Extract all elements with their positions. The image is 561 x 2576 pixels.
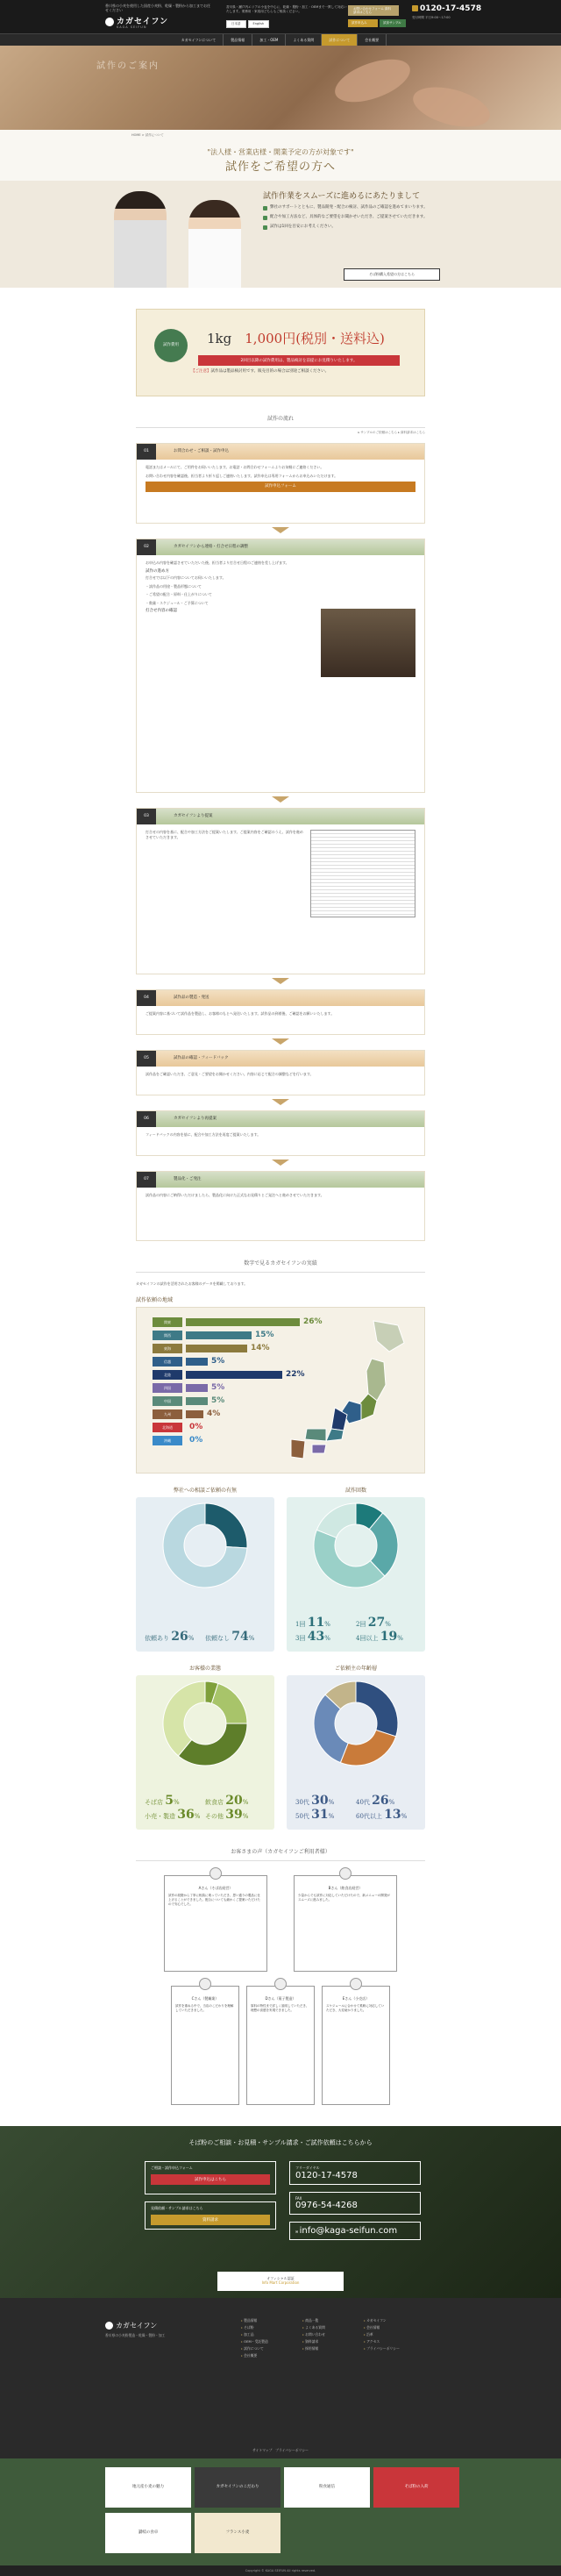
- legend-item: 依頼なし 74%: [205, 1629, 255, 1644]
- banner[interactable]: カガセイフンのこだわり: [195, 2467, 280, 2508]
- voice-row: [136, 1986, 425, 2105]
- flow-step: [136, 808, 425, 974]
- step-title: カガセイフンより提案: [174, 814, 213, 818]
- footer-col: [241, 2317, 268, 2359]
- voice-name: Cさん（製麺業）: [191, 1995, 219, 2001]
- region-label: 関西: [153, 1331, 182, 1340]
- region-value: 5%: [211, 1357, 225, 1366]
- region-value: 15%: [255, 1331, 274, 1339]
- banner[interactable]: 地元産小麦の魅力: [105, 2467, 191, 2508]
- footer-logo[interactable]: カガセイフン: [105, 2321, 157, 2330]
- chart-consult: [136, 1486, 274, 1652]
- legend-item: そば店 5%: [145, 1793, 180, 1808]
- footer-link[interactable]: ▸ そば粉: [241, 2324, 268, 2331]
- voice-text: 試作の段階から丁寧に相談に乗っていただき、思い通りの製品に仕上げることができました。配合についても細かくご提案いただけたので安心でした。: [168, 1894, 260, 1906]
- buckwheat-purchase-button[interactable]: そば粉購入希望の方はこちら: [344, 268, 440, 281]
- header-cart-button[interactable]: 試作申込み: [348, 19, 378, 27]
- header-tel[interactable]: 0120-17-4578: [412, 4, 481, 13]
- footer-col: [364, 2317, 400, 2352]
- region-bar: [186, 1331, 252, 1339]
- price-box: [136, 309, 425, 396]
- hero-hand-shape: [330, 51, 415, 111]
- voice-text: 試作を重ねる中で、当店のこだわりを理解していただきました。: [175, 2004, 234, 2013]
- footer-link[interactable]: ▸ プライバシーポリシー: [364, 2345, 400, 2352]
- step-header: [137, 444, 424, 460]
- step-body: [137, 460, 424, 523]
- price-badge: 試作費用: [154, 329, 188, 362]
- chart-legend: [145, 1631, 266, 1645]
- footer-link[interactable]: ▸ アクセス: [364, 2338, 400, 2345]
- region-bar: [186, 1345, 247, 1352]
- step-number: 01: [137, 444, 156, 460]
- step-title: カガセイフンから連絡・打合せ日程の調整: [174, 545, 249, 549]
- chart-legend: [145, 1795, 266, 1823]
- step-title: 試作品の製造・発送: [174, 995, 209, 1000]
- nav-item-company[interactable]: 会社概要: [358, 34, 387, 46]
- step-title: 製品化・ご発注: [174, 1177, 202, 1181]
- banner[interactable]: そば粉の入荷: [373, 2467, 459, 2508]
- region-bar: [186, 1318, 300, 1326]
- voices-title: お客さまの声（カガセイフンご利用者様）: [0, 1847, 561, 1861]
- who-section: [0, 181, 561, 288]
- legend-item: 依頼あり 26%: [145, 1629, 195, 1644]
- mail-icon: ✉: [295, 2229, 300, 2234]
- hero-hand-shape: [408, 80, 494, 130]
- footer-link[interactable]: ▸ お問い合わせ: [302, 2331, 325, 2338]
- step-title: お問合わせ・ご相談・試作申込: [174, 449, 229, 453]
- chart-panel: [136, 1675, 274, 1830]
- who-list: [263, 205, 430, 234]
- meeting-photo: [321, 609, 415, 677]
- region-label: 北陸: [153, 1370, 182, 1380]
- legend-item: 60代以上 13%: [356, 1807, 408, 1822]
- price-notice: 2回目以降の試作費用は、製品検討を前提にお見積りいたします。: [198, 355, 400, 366]
- avatar: [339, 1867, 352, 1880]
- japan-map-icon: [286, 1317, 408, 1466]
- flow-section: [136, 428, 425, 1241]
- region-bar: [186, 1397, 208, 1405]
- legend-item: 40代 26%: [356, 1793, 395, 1808]
- step-body: [137, 824, 424, 974]
- footer-link[interactable]: ▸ 商品一覧: [302, 2317, 325, 2324]
- flow-note[interactable]: ▸ サンプルのご依頼はこちら ▸ 資料請求はこちら: [358, 431, 425, 434]
- region-label: 中国: [153, 1396, 182, 1406]
- step-number: 02: [137, 539, 156, 555]
- step-body: [137, 1006, 424, 1034]
- footer-link[interactable]: ▸ 沿革: [364, 2331, 400, 2338]
- step-subheading: 試作の進め方: [146, 568, 169, 574]
- list-item: 弊社のサポートとともに、製品開発・配合の検討、試作品のご確認を進めてまいります。: [263, 205, 430, 211]
- chart-panel: [136, 1497, 274, 1652]
- legend-item: 飲食店 20%: [205, 1793, 249, 1808]
- step-number: 07: [137, 1172, 156, 1188]
- banner-area: [0, 2458, 561, 2565]
- tel-number: 0120-17-4578: [295, 2170, 358, 2180]
- tel-box[interactable]: フリーダイヤル 0120-17-4578: [289, 2161, 421, 2185]
- global-nav: [0, 33, 561, 46]
- step-text: ご提案内容に基づいて試作品を製造し、お客様のもとへ発送いたします。試作品の到着後、ご確認をお願いいたします。: [146, 1011, 335, 1016]
- phone-icon: [412, 5, 418, 11]
- sample-label: 見積依頼・サンプル請求はこちら: [151, 2205, 203, 2210]
- header-hours: 受付時間 平日9:00〜17:00: [412, 16, 451, 19]
- flow-title: 試作の流れ: [0, 414, 561, 428]
- step-title: 試作品の確認・フィードバック: [174, 1056, 229, 1060]
- footer-col: [302, 2317, 325, 2352]
- flow-step: [136, 1110, 425, 1156]
- header-sample-button[interactable]: 試食サンプル: [380, 19, 406, 27]
- flow-step: [136, 443, 425, 524]
- legend-item: その他 39%: [205, 1807, 249, 1822]
- step-body: [137, 1127, 424, 1155]
- step-body: [137, 555, 424, 792]
- contact-title: そば粉のご相談・お見積・サンプル請求・ご試作依頼はこちらから: [188, 2138, 373, 2146]
- list-item: 配合や加工方法など、具体的なご要望をお聞かせいただき、ご提案させていただきます。: [263, 215, 430, 220]
- nav-item-trial[interactable]: 試作について: [322, 34, 358, 46]
- step-header: [137, 809, 424, 824]
- region-label: 九州: [153, 1409, 182, 1419]
- logo-mark-icon: [105, 2322, 113, 2330]
- region-value: 5%: [211, 1383, 225, 1392]
- trial-apply-button[interactable]: 試作申込はこちら: [151, 2174, 270, 2185]
- region-label: 四国: [153, 1383, 182, 1393]
- region-chart: [136, 1307, 425, 1474]
- voice-name: Eさん（小売店）: [342, 1995, 370, 2001]
- lang-ja[interactable]: 日本語: [226, 20, 246, 28]
- chart-title: お客様の業態: [188, 1665, 221, 1672]
- donut-slice: [211, 1683, 247, 1723]
- chart-count: [287, 1486, 425, 1652]
- footer-link[interactable]: ▸ 試作について: [241, 2345, 268, 2352]
- step-number: 06: [137, 1111, 156, 1127]
- region-value: 22%: [286, 1370, 305, 1379]
- chart-legend: [295, 1616, 416, 1645]
- flow-step: [136, 989, 425, 1035]
- sample-request-box: [145, 2201, 276, 2230]
- chart-title: 試作回数: [344, 1487, 366, 1494]
- voice-card: [246, 1986, 315, 2105]
- voice-name: Bさん（飲食店経営）: [328, 1885, 363, 1890]
- step-number: 04: [137, 990, 156, 1006]
- step-text: 電話またはメールにて、ご用件をお伺いいたします。お電話・お問合わせフォームよりお気軽にご連絡ください。: [146, 465, 324, 469]
- banner[interactable]: 粉食通信: [284, 2467, 370, 2508]
- chart-panel: [287, 1497, 425, 1652]
- legend-item: 4回以上 19%: [356, 1629, 403, 1644]
- donut-slice: [178, 1723, 247, 1766]
- intro-heading: [0, 142, 561, 181]
- banner[interactable]: フランス小麦: [195, 2513, 280, 2553]
- donut-chart: [308, 1497, 404, 1594]
- voice-row: [136, 1875, 425, 1972]
- region-value: 0%: [189, 1423, 203, 1431]
- footer-link[interactable]: ▸ 会社概要: [241, 2352, 268, 2359]
- step-text: 試作品をご確認いただき、ご意見・ご要望をお聞かせください。内容に応じて配合の調整などを行います。: [146, 1072, 314, 1076]
- banner[interactable]: 讃岐の食卓: [105, 2513, 191, 2553]
- voice-name: Aさん（そば店経営）: [198, 1885, 233, 1890]
- voice-text: スケジュールに合わせて柔軟に対応していただき、大変助かりました。: [326, 2004, 385, 2013]
- step-header: [137, 990, 424, 1006]
- footer-link[interactable]: ▸ 採用情報: [302, 2345, 325, 2352]
- proposal-document-image: [310, 830, 415, 917]
- donut-chart: [308, 1675, 404, 1772]
- region-label: 沖縄: [153, 1436, 182, 1445]
- region-bar: [186, 1358, 208, 1366]
- flow-arrow-icon: [272, 1099, 289, 1105]
- nav-item-products[interactable]: 製品情報: [224, 34, 252, 46]
- avatar: [199, 1978, 211, 1990]
- step-body: [137, 1188, 424, 1240]
- intro-subtitle: "法人様・営業店様・開業予定の方が対象です": [207, 148, 354, 156]
- form-label: ご相談・試作申込フォーム: [151, 2165, 193, 2170]
- voice-card: [294, 1875, 397, 1972]
- flow-step: [136, 539, 425, 793]
- step-text: 打合せの内容を基に、配合や加工方法をご提案いたします。ご提案内容をご確認のうえ、試作を進めさせていただきます。: [146, 830, 303, 839]
- voice-text: 原料の特性まで詳しく説明していただき、理想の食感を実現できました。: [251, 2004, 309, 2013]
- hero-title: 試作のご案内: [96, 61, 160, 71]
- step-header: [137, 1172, 424, 1188]
- step-text: 試作品の内容にご納得いただけましたら、製品化に向けた正式なお見積りとご発注へと進めさせていただきます。: [146, 1193, 324, 1197]
- flow-step: [136, 1050, 425, 1095]
- copyright: Copyright © KAGA SEIFUN All rights reserved.: [0, 2565, 561, 2576]
- step-number: 03: [137, 809, 156, 824]
- site-header: [0, 0, 561, 33]
- price-amount: 1kg 1,000円(税別・送料込): [207, 331, 385, 346]
- logo-mark-icon: [105, 18, 114, 26]
- step-title: カガセイフンより再提案: [174, 1117, 217, 1121]
- footer-link[interactable]: ▸ 加工品: [241, 2331, 268, 2338]
- region-label: 東海: [153, 1344, 182, 1353]
- region-value: 14%: [251, 1344, 270, 1352]
- footer-sub: 香川県の小麦粉製造・乾燥・製粉・加工: [105, 2332, 166, 2337]
- flow-arrow-icon: [272, 527, 289, 533]
- breadcrumb[interactable]: HOME > 試作について: [0, 130, 561, 142]
- step-text: ・ご希望の配合・原料・仕上がりについて: [146, 592, 212, 596]
- donut-slice: [356, 1681, 398, 1737]
- footer-bottom-links[interactable]: サイトマップ プライバシーポリシー: [252, 2447, 309, 2452]
- header-form-button[interactable]: お問い合わせフォーム 資料請求はこちら: [348, 5, 399, 16]
- voices-section: [136, 1875, 425, 2105]
- step-text: 打合せでは以下の内容についてお伺いいたします。: [146, 575, 226, 580]
- region-value: 4%: [207, 1409, 221, 1418]
- contact-direct: [289, 2161, 421, 2247]
- chart-business: [136, 1664, 274, 1830]
- avatar: [209, 1867, 222, 1880]
- stats-title: 数字で見るカガセイフンの実績: [0, 1259, 561, 1273]
- footer-link[interactable]: ▸ OEM・受託製造: [241, 2338, 268, 2345]
- who-heading: 試作作業をスムーズに進めるにあたりまして: [263, 192, 421, 201]
- flow-arrow-icon: [272, 1160, 289, 1166]
- site-footer: [0, 2298, 561, 2458]
- flow-arrow-icon: [272, 978, 289, 984]
- site-logo[interactable]: カガセイフン KAGA SEIFUN: [105, 15, 168, 29]
- donut-row: [136, 1664, 425, 1830]
- lang-en[interactable]: English: [248, 20, 270, 28]
- legend-item: 1回 11%: [295, 1615, 330, 1630]
- page-title: 試作をご希望の方へ: [224, 161, 336, 174]
- list-item: 試作は1回を目安にお考えください。: [263, 225, 430, 230]
- donut-chart: [157, 1497, 253, 1594]
- contact-form-box: [145, 2161, 276, 2194]
- region-bar: [186, 1384, 208, 1392]
- legend-item: 3回 43%: [295, 1629, 330, 1644]
- auth-badge[interactable]: オフィシャル認証 Info Mart Corporation: [217, 2272, 344, 2291]
- chart-title: ご依頼主の年齢層: [334, 1665, 377, 1672]
- footer-link[interactable]: ▸ 資料請求: [302, 2338, 325, 2345]
- stats-section: [136, 1281, 425, 1830]
- contact-forms: [145, 2161, 276, 2237]
- step-subheading: 打合せ内容の確認: [146, 609, 177, 613]
- chart-title: 弊社への相談ご依頼の有無: [173, 1487, 237, 1494]
- region-bar: [186, 1371, 282, 1379]
- map-title: 試作依頼の地域: [136, 1296, 174, 1303]
- region-label: 関東: [153, 1317, 182, 1327]
- step-header: [137, 1051, 424, 1067]
- nav-item-oem[interactable]: 加工・OEM: [252, 34, 286, 46]
- donut-row: [136, 1486, 425, 1652]
- footer-link[interactable]: ▸ カガセイフン: [364, 2317, 400, 2324]
- region-bar: [186, 1410, 203, 1418]
- nav-item-faq[interactable]: よくある質問: [286, 34, 322, 46]
- header-info: 香川県・瀬戸内エリアの小麦を中心に、乾燥・製粉・加工・OEMまで一貫して対応いたします。業務用・家庭用どちらもご相談ください。: [226, 5, 347, 13]
- step-text: お問い合わせ内容を確認後、担当者より折り返しご連絡いたします。試作申込は専用フォームからお申込みいただけます。: [146, 473, 338, 478]
- mail-box[interactable]: ✉ info@kaga-seifun.com: [289, 2222, 421, 2240]
- price-note: 【ご注意】試作品は製品検討用です。販売目的の場合は別途ご相談ください。: [191, 369, 330, 374]
- staff-photo-woman: [188, 200, 241, 288]
- language-switch: [226, 20, 269, 28]
- region-value: 0%: [189, 1436, 203, 1445]
- voice-card: [322, 1986, 390, 2105]
- step-text: ・数量・スケジュール・ご予算について: [146, 600, 209, 605]
- step-header: [137, 539, 424, 555]
- chart-age: [287, 1664, 425, 1830]
- donut-slice: [205, 1503, 247, 1548]
- hero-image: [0, 46, 561, 130]
- step-text: お申込み内容を確認させていただいた後、担当者より打合せ日程のご連絡を差し上げます。: [146, 560, 289, 565]
- header-lead: 香川県の小麦を使用した国産小麦粉、乾燥・製粉から加工までお任せください: [105, 4, 210, 12]
- legend-item: 小売・製造 36%: [145, 1807, 201, 1822]
- trial-form-button[interactable]: 試作申込フォーム: [146, 482, 415, 492]
- footer-link[interactable]: ▸ よくある質問: [302, 2324, 325, 2331]
- region-label: 信越: [153, 1357, 182, 1366]
- flow-arrow-icon: [272, 1038, 289, 1045]
- flow-step: [136, 1171, 425, 1241]
- voice-card: [171, 1986, 239, 2105]
- sample-request-button[interactable]: 資料請求: [151, 2215, 270, 2225]
- staff-photo-man: [114, 191, 167, 288]
- step-number: 05: [137, 1051, 156, 1067]
- voice-name: Dさん（菓子製造）: [265, 1995, 296, 2001]
- avatar: [350, 1978, 362, 1990]
- nav-item-about[interactable]: カガセイフンについて: [174, 34, 224, 46]
- voice-text: 少量からでも試作に対応していただけたので、新メニューの開発がスムーズに進みました。: [298, 1894, 390, 1902]
- chart-legend: [295, 1795, 416, 1823]
- region-value: 26%: [303, 1317, 323, 1326]
- voice-card: [164, 1875, 267, 1972]
- donut-slice: [340, 1730, 395, 1766]
- flow-arrow-icon: [272, 796, 289, 803]
- contact-section: [0, 2126, 561, 2298]
- stats-intro: カガセイフンの試作を活用されたお客様のデータを掲載しております。: [136, 1281, 248, 1286]
- region-label: 北海道: [153, 1423, 182, 1432]
- donut-slice: [316, 1503, 356, 1538]
- footer-link[interactable]: ▸ 会社情報: [364, 2324, 400, 2331]
- legend-item: 30代 30%: [295, 1793, 335, 1808]
- step-body: [137, 1067, 424, 1095]
- avatar: [274, 1978, 287, 1990]
- fax-number: 0976-54-4268: [295, 2200, 358, 2210]
- fax-box: FAX 0976-54-4268: [289, 2192, 421, 2215]
- footer-link[interactable]: ▸ 製品情報: [241, 2317, 268, 2324]
- step-text: フィードバックの内容を基に、配合や加工方法を再度ご提案いたします。: [146, 1132, 261, 1137]
- donut-chart: [157, 1675, 253, 1772]
- chart-panel: [287, 1675, 425, 1830]
- step-header: [137, 1111, 424, 1127]
- region-value: 5%: [211, 1396, 225, 1405]
- legend-item: 2回 27%: [356, 1615, 391, 1630]
- legend-item: 50代 31%: [295, 1807, 335, 1822]
- step-text: ・試作品の用途・製品形態について: [146, 583, 202, 589]
